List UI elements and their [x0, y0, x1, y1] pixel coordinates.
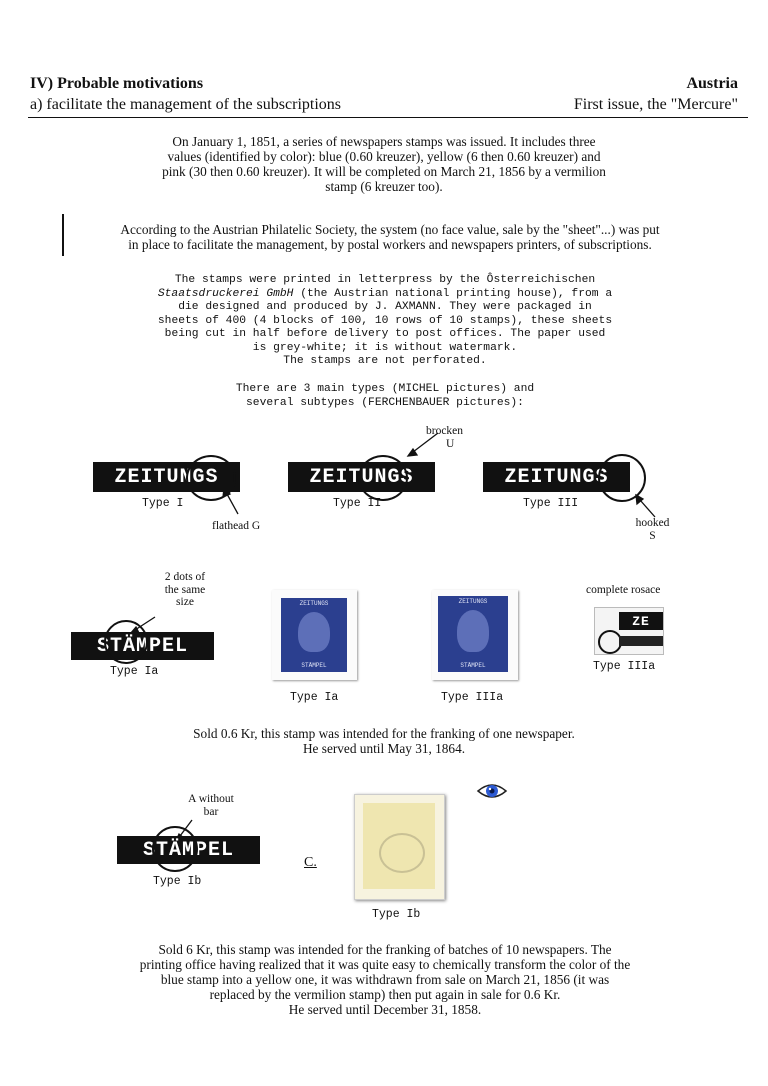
stamp-ia-top: ZEITUNGS: [299, 600, 329, 607]
intro-line: On January 1, 1851, a series of newspapers stamps was issued. It includes three: [172, 134, 596, 149]
stamp-ia: [281, 598, 347, 672]
stamp-iiia: [438, 596, 508, 672]
yellow-line: He served until December 31, 1858.: [288, 1002, 482, 1017]
highlight-circle: [186, 455, 236, 501]
subtitle: a) facilitate the management of the subscriptions: [30, 96, 341, 113]
printing-line: is grey-white; it is without watermark.: [252, 341, 518, 354]
zeitungs-type-ii: ZEITUNGS: [288, 462, 435, 492]
highlight-circle: [152, 826, 198, 872]
a-without-line: A without: [188, 793, 234, 805]
type-ib-label: Type Ib: [372, 908, 421, 921]
rosace-crop: [594, 607, 664, 655]
blue-served-line: He served until May 31, 1864.: [302, 741, 466, 756]
society-line: in place to facilitate the management, by postal workers and newspapers printers, of subscriptions.: [128, 237, 652, 252]
types-intro-line: There are 3 main types (MICHEL pictures) and: [235, 383, 535, 395]
dots-line: the same: [164, 583, 206, 596]
a-without-note: [176, 793, 246, 818]
type-ia-label-left: Type Ia: [110, 665, 159, 678]
hooked-note: [630, 517, 675, 542]
zeitungs-type-iii: ZEITUNGS: [483, 462, 630, 492]
brocken-u: U: [446, 438, 455, 450]
hooked-s: S: [649, 529, 656, 542]
stamp-ia-paper: [272, 590, 357, 680]
a-without-bar: bar: [203, 805, 219, 818]
yellow-paragraph: [40, 942, 730, 1017]
types-intro-line: several subtypes (FERCHENBAUER pictures):: [246, 396, 524, 409]
type-ii-label: Type II: [333, 497, 382, 510]
rosace-bar: [619, 636, 663, 646]
stamp-ib: [363, 803, 435, 889]
stamp-iiia-bottom: STÄMPEL: [460, 662, 486, 669]
printing-line: sheets of 400 (4 blocks of 100, 10 rows of 10 stamps), these sheets: [157, 314, 613, 327]
yellow-line: blue stamp into a yellow one, it was withdrawn from sale on March 21, 1856 (it was: [160, 972, 610, 987]
society-line: According to the Austrian Philatelic Society, the system (no face value, sale by the "sheet"...) was put: [120, 222, 660, 237]
issue-title: First issue, the "Mercure": [573, 96, 738, 113]
intro-line: values (identified by color): blue (0.60 kreuzer), yellow (6 then 0.60 kreuzer) and: [167, 149, 601, 164]
yellow-line: replaced by the vermilion stamp) then put again in sale for 0.6 Kr.: [209, 987, 561, 1002]
flathead-note: flathead G: [212, 520, 261, 532]
printing-line: being cut in half before delivery to post offices. The paper used: [164, 328, 606, 340]
type-iiia-label-right: Type IIIa: [593, 660, 656, 673]
dots-note: [150, 571, 220, 609]
zeitungs-type-i: ZEITUNGS: [93, 462, 240, 492]
stamp-iiia-top: ZEITUNGS: [458, 598, 488, 605]
hooked-word: hooked: [635, 517, 670, 529]
eye-icon: [476, 781, 508, 801]
rosace-crop-text: ZE: [619, 612, 663, 630]
intro-line: pink (30 then 0.60 kreuzer). It will be completed on March 21, 1856 by a vermilion: [162, 164, 606, 179]
rosace-note: complete rosace: [586, 584, 661, 596]
type-ia-label: Type Ia: [290, 691, 339, 704]
printing-line: The stamps are not perforated.: [283, 355, 487, 367]
dots-line: 2 dots of: [164, 571, 206, 583]
printing-line-rest: (the Austrian national printing house), from a: [300, 287, 613, 300]
stampel-type-ia: STÄMPEL: [71, 632, 214, 660]
blue-sold-line: Sold 0.6 Kr, this stamp was intended for the franking of one newspaper.: [193, 726, 575, 741]
section-title: IV) Probable motivations: [30, 75, 204, 92]
mercury-head-icon: [457, 610, 489, 652]
type-ib-label-left: Type Ib: [153, 875, 202, 888]
printing-line: The stamps were printed in letterpress by the Ôsterreichischen: [174, 274, 596, 286]
stamp-ia-bottom: STÄMPEL: [301, 662, 327, 669]
brocken-note: brocken: [426, 425, 464, 437]
mercury-head-icon: [298, 612, 330, 652]
highlight-circle: [358, 455, 408, 501]
yellow-line: printing office having realized that it was quite easy to chemically transform the color of the: [139, 957, 631, 972]
type-iii-label: Type III: [523, 497, 579, 510]
highlight-circle: [104, 620, 148, 664]
country-title: Austria: [686, 75, 738, 92]
printing-italic: Staatsdruckerei GmbH: [157, 287, 294, 300]
intro-line: stamp (6 kreuzer too).: [325, 179, 443, 194]
c-label: C.: [304, 855, 317, 870]
stampel-type-ib: STÄMPEL: [117, 836, 260, 864]
yellow-line: Sold 6 Kr, this stamp was intended for the franking of batches of 10 newspapers. The: [158, 942, 612, 957]
dots-line: size: [176, 596, 194, 608]
stamp-iiia-paper: [432, 590, 518, 680]
highlight-circle: [598, 454, 646, 502]
postmark-icon: [379, 833, 425, 873]
printing-line: die designed and produced by J. AXMANN. They were packaged in: [178, 301, 592, 313]
stamp-ib-paper: [354, 794, 445, 900]
type-i-label: Type I: [142, 497, 184, 510]
blue-sold-paragraph: [100, 726, 668, 756]
type-iiia-label: Type IIIa: [441, 691, 504, 704]
